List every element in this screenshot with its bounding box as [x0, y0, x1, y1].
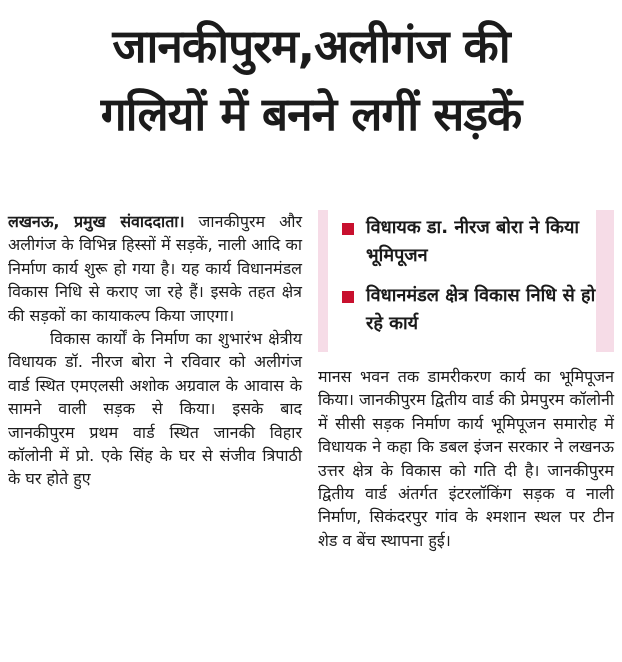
square-bullet-icon [342, 223, 354, 235]
right-column [318, 365, 614, 552]
highlights-box [318, 210, 614, 352]
left-column [8, 210, 302, 491]
headline-line-1: जानकीपुरम,अलीगंज की [112, 19, 510, 73]
paragraph-3: मानस भवन तक डामरीकरण कार्य का भूमिपूजन किया। जानकीपुरम द्वितीय वार्ड की प्रेमपुरम कॉलोनी में सीसी सड़क निर्माण कार्य भूमिपूजन समारोह में विधायक ने कहा कि डबल इंजन सरकार ने लखनऊ उत्तर क्षेत्र के विकास को गति दी है। जानकीपुरम द्वितीय वार्ड अंतर्गत इंटरलॉकिंग सड़क व नाली निर्माण, सिकंदरपुर गांव के श्मशान स्थल पर टीन शेड व बेंच स्थापना हुई। [318, 367, 614, 550]
highlight-text: विधानमंडल क्षेत्र विकास निधि से हो रहे कार्य [366, 285, 596, 334]
highlight-text: विधायक डा. नीरज बोरा ने किया भूमिपूजन [366, 217, 580, 266]
headline-line-2: गलियों में बनने लगीं सड़कें [100, 87, 522, 141]
highlight-item [342, 214, 602, 270]
highlights-inner [328, 210, 596, 352]
headline [6, 12, 616, 148]
square-bullet-icon [342, 291, 354, 303]
byline: लखनऊ, प्रमुख संवाददाता। [8, 212, 185, 231]
highlight-item [342, 282, 602, 338]
paragraph-2: विकास कार्यों के निर्माण का शुभारंभ क्षेत्रीय विधायक डॉ. नीरज बोरा ने रविवार को अलीगंज वार्ड स्थित एमएलसी अशोक अग्रवाल के आवास के सामने वाली सड़क से किया। इसके बाद जानकीपुरम प्रथम वार्ड स्थित जानकी विहार कॉलोनी में प्रो. एके सिंह के घर से संजीव त्रिपाठी के घर होते हुए [8, 329, 302, 489]
paragraph-1-text: जानकीपुरम और अलीगंज के विभिन्न हिस्सों में सड़कें, नाली आदि का निर्माण कार्य शुरू हो गया है। यह कार्य विधानमंडल विकास निधि से कराए जा रहे हैं। इसके तहत क्षेत्र की सड़कों का कायाकल्प किया जाएगा। [8, 212, 302, 325]
intro-paragraph [8, 210, 302, 327]
